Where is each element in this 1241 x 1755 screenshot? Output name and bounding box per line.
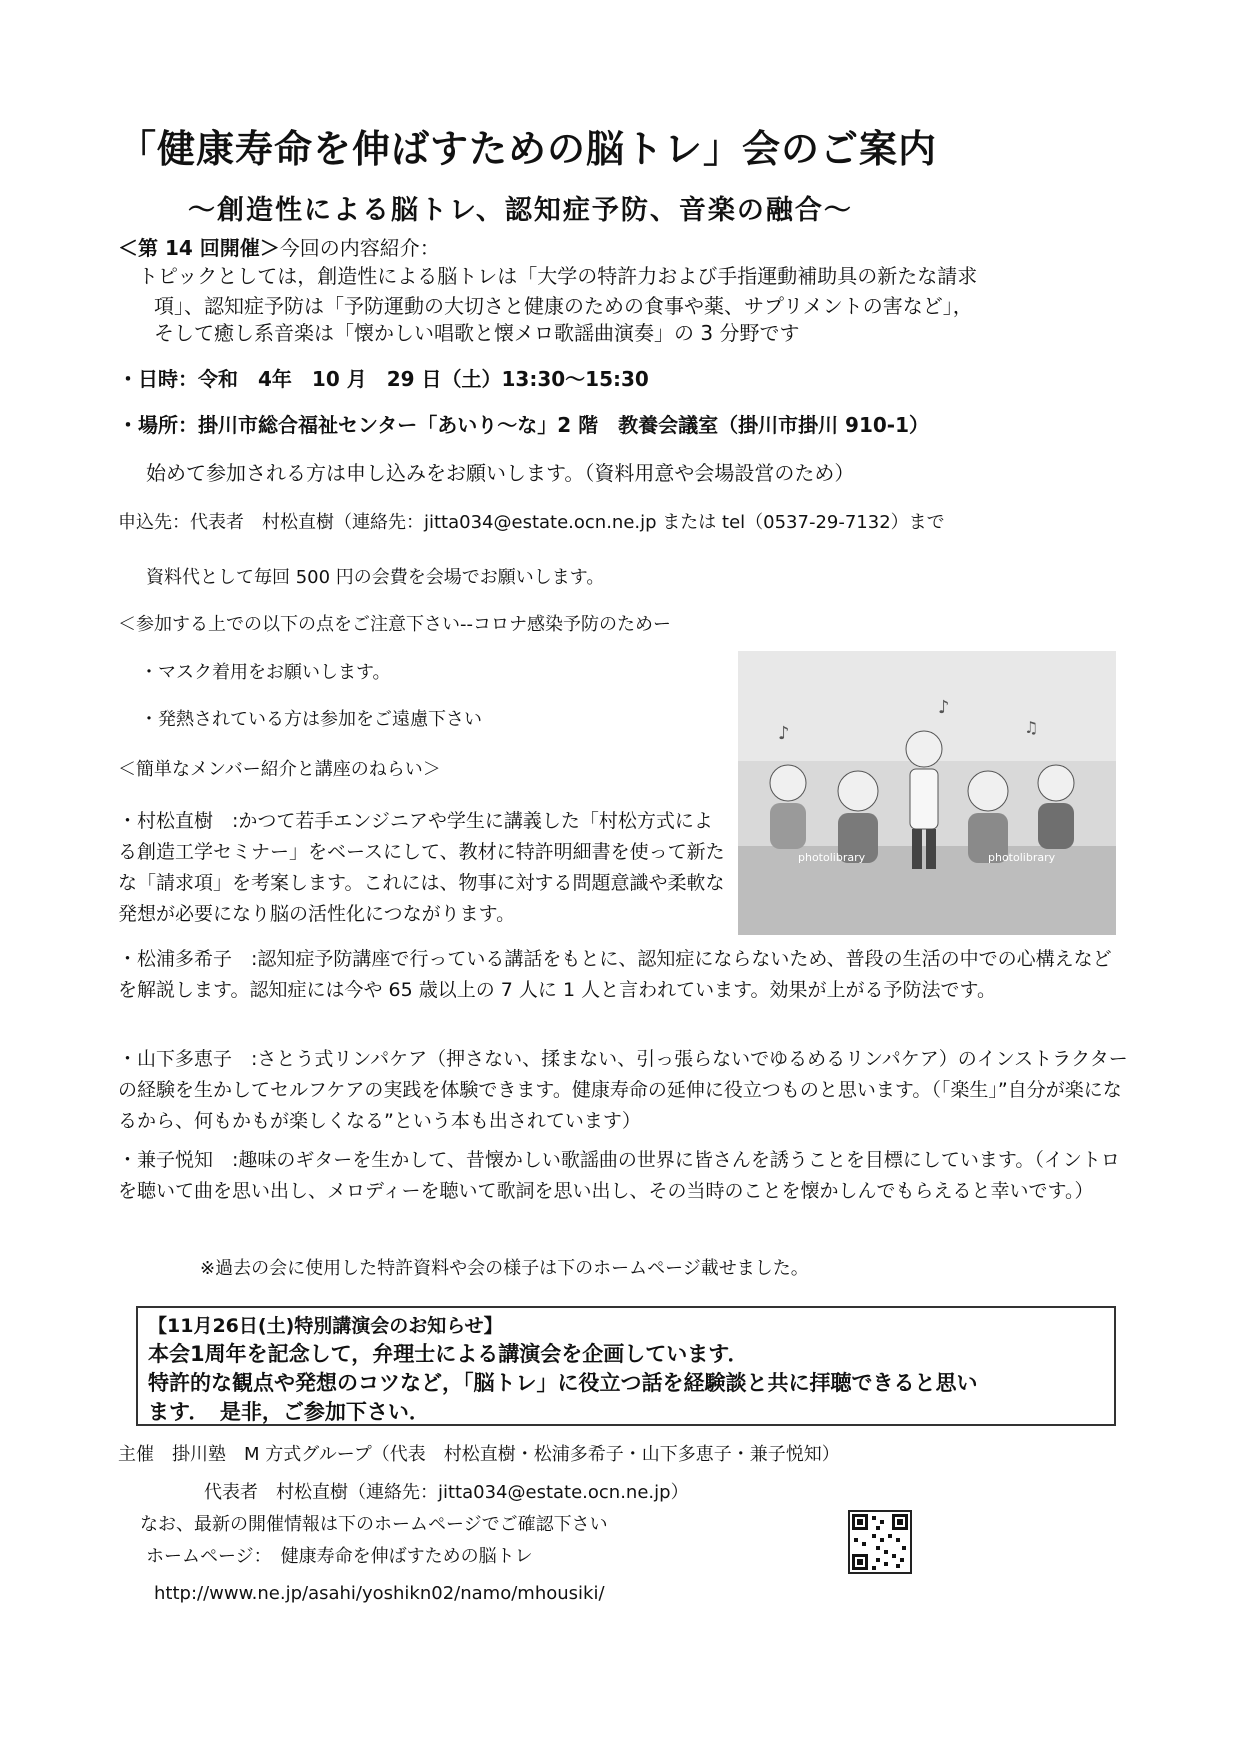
caution-item-mask: ・マスク着用をお願いします。 [140,662,391,683]
watermark-text: photolibrary [798,851,866,864]
page-title: 「健康寿命を伸ばすための脳トレ」会のご案内 [118,127,938,171]
notice-line-2: 特許的な観点や発想のコツなど，「脳トレ」に役立つ話を経験談と共に拝聴できると思い [148,1371,978,1395]
notice-line-3: ます． 是非，ご参加下さい． [148,1400,430,1424]
past-materials-note: ※過去の会に使用した特許資料や会の様子は下のホームページ載せました。 [200,1258,809,1279]
intro-line-2: 項」、認知症予防は「予防運動の大切さと健康のための食事や薬、サプリメントの害など」， [154,294,973,318]
notice-line-1: 本会1周年を記念して，弁理士による講演会を企画しています． [148,1342,749,1366]
illustration-svg [738,651,1116,935]
watermark-text: photolibrary [988,851,1056,864]
intro-line-1: トピックとしては，創造性による脳トレは「大学の特許力および手指運動補助具の新たな請求 [138,264,978,288]
homepage-line: ホームページ： 健康寿命を伸ばすための脳トレ [146,1546,533,1567]
intro-line-3: そして癒し系音楽は「懐かしい唱歌と懐メロ歌謡曲演奏」の 3 分野です [154,321,800,345]
member-yamashita: ・山下多恵子 :さとう式リンパケア（押さない、揉まない、引っ張らないでゆるめるリンパケア）のインストラクターの経験を生かしてセルフケアの実践を体験できます。健康寿命の延伸に役立つものと思います。（「楽生」”自分が楽になるから、何もかもが楽しくなる”という本も出されています） [118,1048,1128,1132]
page-subtitle: ～創造性による脳トレ、認知症予防、音楽の融合～ [188,195,853,226]
organizer-line: 主催 掛川塾 M 方式グループ（代表 村松直樹・松浦多希子・山下多恵子・兼子悦知） [118,1444,840,1465]
qr-code-icon [848,1510,912,1574]
member-matsuura: ・松浦多希子 :認知症予防講座で行っている講話をもとに、認知症にならないため、普段の生活の中での心構えなどを解説します。認知症には今や 65 歳以上の 7 人に 1 人と言われています。効果が上がる予防法です。 [118,948,1112,1001]
special-lecture-notice [136,1306,1116,1426]
event-venue: ・場所：掛川市総合福祉センター「あいり～な」2 階 教養会議室（掛川市掛川 910-1） [118,413,930,437]
member-muramatsu: ・村松直樹 :かつて若手エンジニアや学生に講義した「村松方式による創造工学セミナー」をベースにして、教材に特許明細書を使って新たな「請求項」を考案します。これには、物事に対する問題意識や柔軟な発想が必要になり脳の活性化につながります。 [118,810,725,925]
session-number: ＜第 14 回開催＞ [118,236,280,260]
event-datetime: ・日時：令和 4年 10 月 29 日（土）13:30～15:30 [118,367,649,391]
homepage-url[interactable]: http://www.ne.jp/asahi/yoshikn02/namo/mhousiki/ [154,1583,605,1604]
people-singing-illustration [738,651,1116,935]
svg-text:♪: ♪ [938,697,950,718]
fee-note: 資料代として毎回 500 円の会費を会場でお願いします。 [146,567,605,588]
caution-item-fever: ・発熱されている方は参加をご遠慮下さい [140,709,482,730]
intro-heading-text: 今回の内容紹介： [279,236,440,260]
contact-info: 申込先：代表者 村松直樹（連絡先：jitta034@estate.ocn.ne.jp または tel（0537-29-7132）まで [118,512,945,533]
members-heading: ＜簡単なメンバー紹介と講座のねらい＞ [118,759,441,780]
latest-info-note: なお、最新の開催情報は下のホームページでご確認下さい [140,1514,608,1535]
first-time-note: 始めて参加される方は申し込みをお願いします。（資料用意や会場設営のため） [146,461,855,485]
representative-line: 代表者 村松直樹（連絡先：jitta034@estate.ocn.ne.jp） [204,1482,689,1503]
svg-text:♪: ♪ [778,723,790,744]
svg-text:♫: ♫ [1024,718,1039,737]
member-kaneko: ・兼子悦知 :趣味のギターを生かして、昔懐かしい歌謡曲の世界に皆さんを誘うことを目標にしています。（イントロを聴いて曲を思い出し、メロディーを聴いて歌詞を思い出し、その当時のことを懐かしんでもらえると幸いです。） [118,1149,1120,1202]
notice-heading: 【11月26日(土)特別講演会のお知らせ】 [148,1315,503,1337]
intro-heading [118,233,440,264]
caution-heading: ＜参加する上での以下の点をご注意下さい--コロナ感染予防のためー [118,614,671,635]
